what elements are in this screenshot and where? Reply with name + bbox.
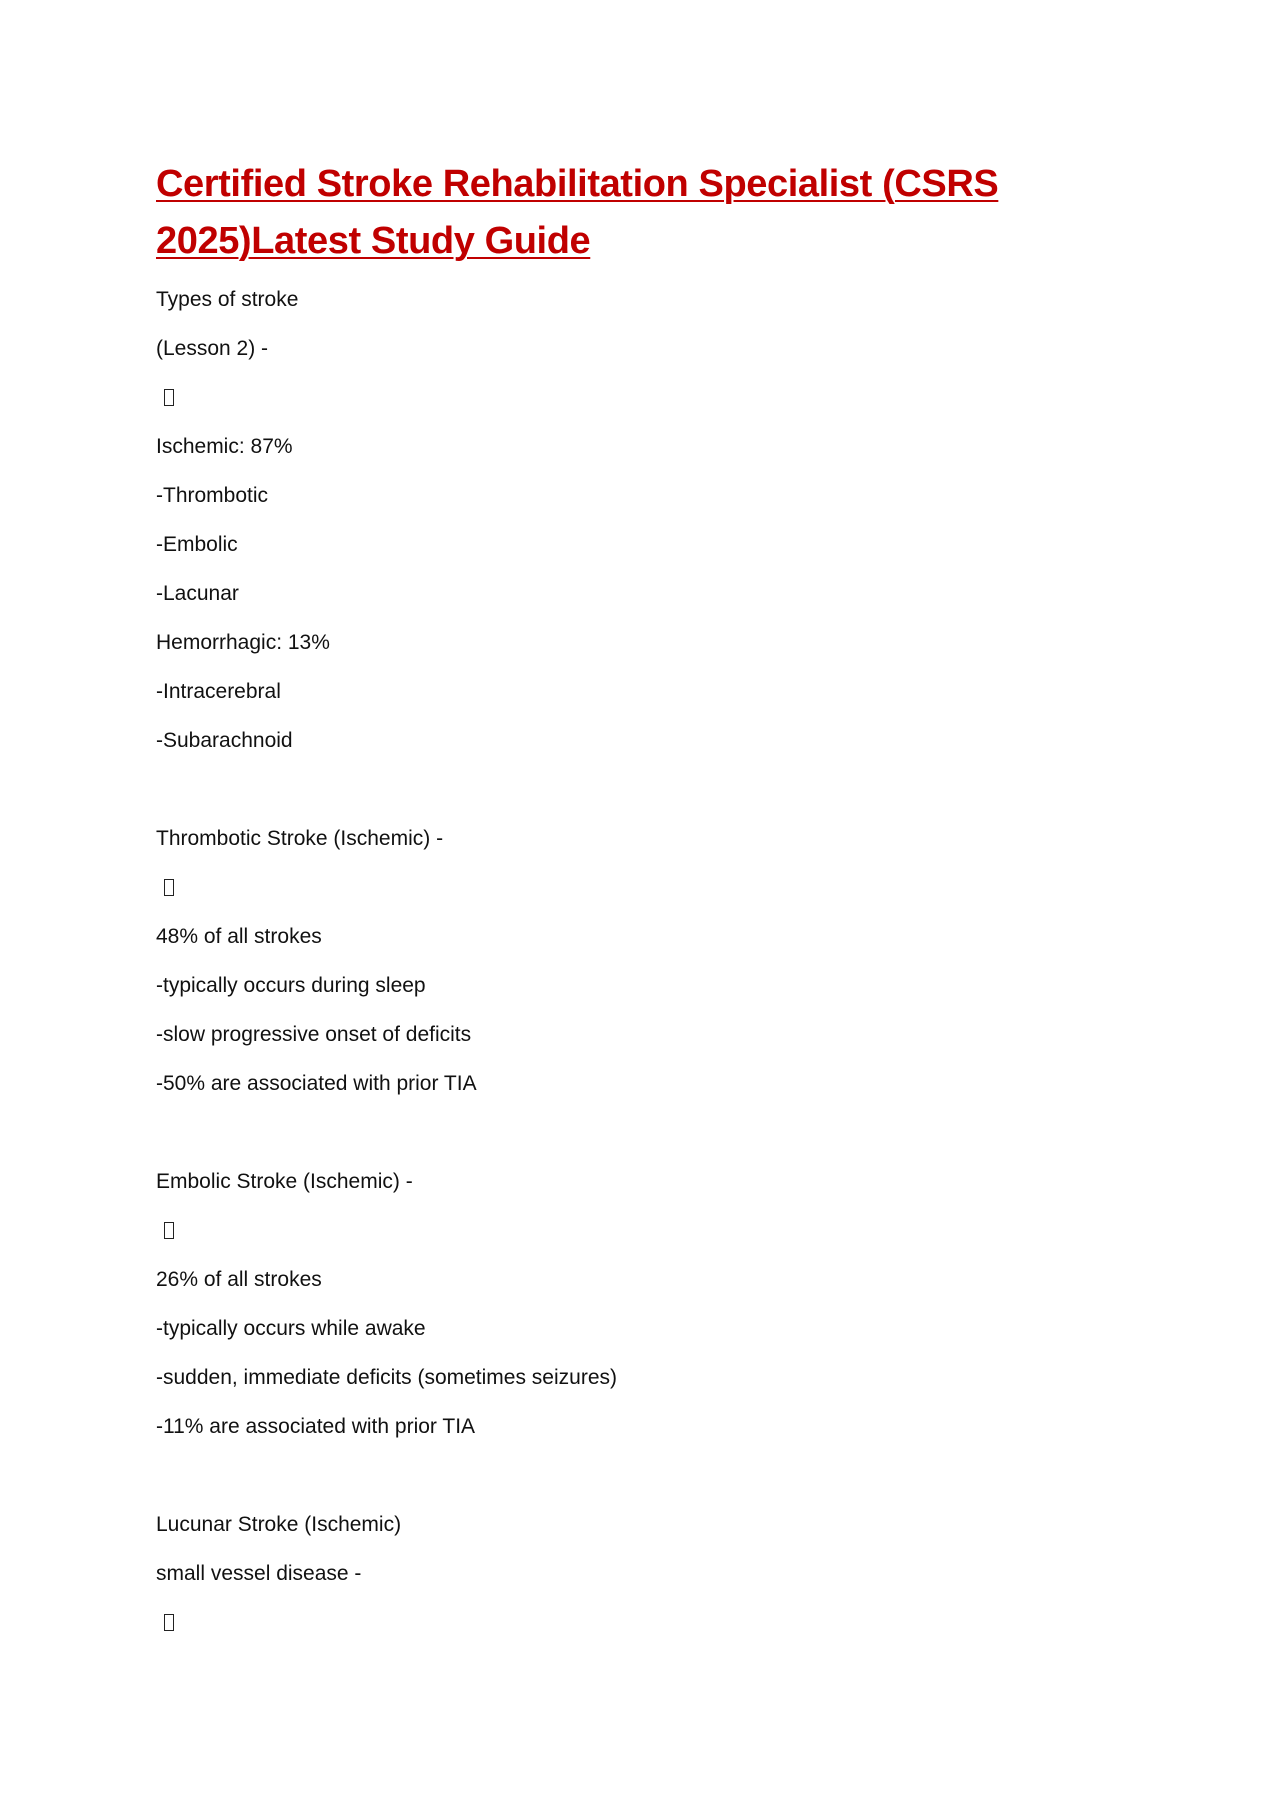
document-content bbox=[156, 156, 1136, 1660]
text-line: -typically occurs while awake bbox=[156, 1317, 426, 1340]
missing-glyph-line bbox=[156, 876, 1136, 900]
title-line-1: Certified Stroke Rehabilitation Specialist (CSRS bbox=[156, 163, 999, 205]
text-line: -typically occurs during sleep bbox=[156, 974, 426, 997]
blank-line bbox=[156, 778, 1136, 827]
section-lacunar-stroke bbox=[156, 1513, 1136, 1635]
missing-glyph-line bbox=[156, 386, 1136, 410]
missing-glyph-icon bbox=[164, 1614, 174, 1631]
text-line: 48% of all strokes bbox=[156, 925, 322, 948]
blank-line bbox=[156, 1121, 1136, 1170]
text-line: Types of stroke bbox=[156, 288, 299, 311]
missing-glyph-icon bbox=[164, 389, 174, 406]
missing-glyph-icon bbox=[164, 1222, 174, 1239]
text-line: -Embolic bbox=[156, 533, 238, 556]
text-line: -11% are associated with prior TIA bbox=[156, 1415, 476, 1438]
text-line: Lucunar Stroke (Ischemic) bbox=[156, 1513, 402, 1536]
text-line: -sudden, immediate deficits (sometimes seizures) bbox=[156, 1366, 617, 1389]
text-line: 26% of all strokes bbox=[156, 1268, 322, 1291]
text-line: Thrombotic Stroke (Ischemic) - bbox=[156, 827, 444, 850]
missing-glyph-line bbox=[156, 1611, 1136, 1635]
text-line: small vessel disease - bbox=[156, 1562, 362, 1585]
document-title bbox=[156, 156, 1136, 270]
text-line: Hemorrhagic: 13% bbox=[156, 631, 330, 654]
text-line: -Subarachnoid bbox=[156, 729, 293, 752]
section-embolic-stroke bbox=[156, 1170, 1136, 1439]
text-line: -Thrombotic bbox=[156, 484, 269, 507]
text-line: -Intracerebral bbox=[156, 680, 281, 703]
section-thrombotic-stroke bbox=[156, 827, 1136, 1096]
missing-glyph-line bbox=[156, 1219, 1136, 1243]
blank-line bbox=[156, 1464, 1136, 1513]
missing-glyph-icon bbox=[164, 879, 174, 896]
section-types-of-stroke bbox=[156, 288, 1136, 753]
text-line: (Lesson 2) - bbox=[156, 337, 269, 360]
text-line: -Lacunar bbox=[156, 582, 239, 605]
text-line: -slow progressive onset of deficits bbox=[156, 1023, 472, 1046]
text-line: Ischemic: 87% bbox=[156, 435, 293, 458]
title-line-2: 2025)Latest Study Guide bbox=[156, 220, 591, 262]
text-line: -50% are associated with prior TIA bbox=[156, 1072, 477, 1095]
text-line: Embolic Stroke (Ischemic) - bbox=[156, 1170, 413, 1193]
